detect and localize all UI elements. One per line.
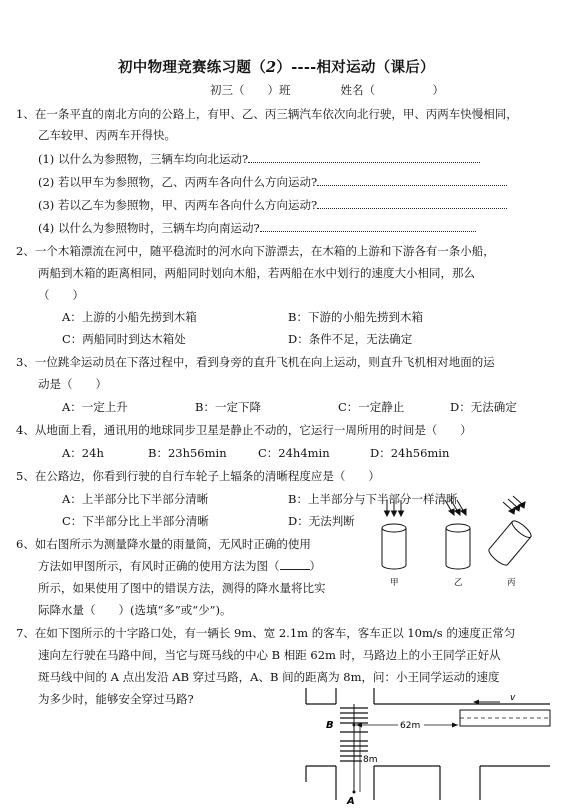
q1-sub1-answer-blank[interactable] xyxy=(248,152,480,163)
q3-option-d: D：无法确定 xyxy=(450,400,517,414)
gauge-jia-cylinder xyxy=(382,524,406,569)
q3-option-c: C：一定静止 xyxy=(338,400,405,414)
q6-line3: 所示，如果使用了图中的错误方法，测得的降水量将比实 xyxy=(38,581,326,595)
q6-line1: 6、如右图所示为测量降水量的雨量筒，无风时正确的使用 xyxy=(16,537,311,551)
q2-stem-line1: 2、一个木箱漂流在河中，随平稳流时的河水向下游漂去，在木箱的上游和下游各有一条小船， xyxy=(16,244,495,258)
rain-arrows-bing xyxy=(503,496,525,514)
q4-option-b: B：23h56min xyxy=(148,446,227,460)
rain-gauge-figure xyxy=(370,495,545,590)
q6-answer-blank[interactable] xyxy=(280,559,310,570)
q2-option-d: D：条件不足，无法确定 xyxy=(288,332,413,346)
intersection-figure xyxy=(300,680,560,806)
page-title: 初中物理竞赛练习题（2）----相对运动（课后） xyxy=(118,59,435,76)
class-name-line xyxy=(210,82,444,98)
rain-arrows-yi xyxy=(445,500,466,515)
q5-option-d: D：无法判断 xyxy=(288,514,355,528)
q1-sub1: (1) 以什么为参照物，三辆车均向北运动? xyxy=(38,151,480,167)
q2-option-c: C：两船同时到达木箱处 xyxy=(62,332,186,346)
q1-sub2: (2) 若以甲车为参照物，乙、丙两车各向什么方向运动? xyxy=(38,174,507,190)
q2-stem-line2: 两船到木箱的距离相同，两船同时划向木船，若两船在水中划行的速度大小相同，那么 xyxy=(38,266,475,280)
q5-option-c: C：下半部分比上半部分清晰 xyxy=(62,514,209,528)
q1-stem-line2: 乙车较甲、丙两车开得快。 xyxy=(38,128,176,142)
q7-line2: 速向左行驶在马路中间，当它与斑马线的中心 B 相距 62m 时，马路边上的小王同学正好从 xyxy=(38,648,501,662)
point-b-label: B xyxy=(326,720,334,731)
distance-62m-right-arrow xyxy=(452,723,458,728)
q4-option-a: A：24h xyxy=(62,446,104,460)
q6-line4: 际降水量（ ）(选填“多”或“少”)。 xyxy=(38,603,232,617)
q5-option-b: B：上半部分与下半部分一样清晰 xyxy=(288,492,458,506)
q3-option-a: A：一定上升 xyxy=(62,400,128,414)
point-b-dot xyxy=(353,724,356,727)
q1-sub4-answer-blank[interactable] xyxy=(260,221,476,232)
point-a-dot xyxy=(353,791,356,794)
q1-sub3-answer-blank[interactable] xyxy=(317,198,507,209)
q5-stem: 5、在公路边，你看到行驶的自行车轮子上辐条的清晰程度应是（ ） xyxy=(16,469,380,483)
class-label: 初三（ ）班 xyxy=(210,83,291,97)
q3-stem-line1: 3、一位跳伞运动员在下落过程中，看到身旁的直升飞机在向上运动，则直升飞机相对地面的运 xyxy=(16,355,495,369)
q2-option-b: B：下游的小船先捞到木箱 xyxy=(288,310,423,324)
velocity-label: v xyxy=(510,693,516,703)
gauge-bing-cylinder xyxy=(487,518,534,567)
q5-option-a: A：上半部分比下半部分清晰 xyxy=(62,492,209,506)
q6-line2: 方法如甲图所示，有风时正确的使用方法为图（ ） xyxy=(38,559,321,573)
gauge-yi-cylinder xyxy=(446,524,470,569)
q7-line3: 斑马线中间的 A 点出发沿 AB 穿过马路，A、B 间的距离为 8m，问：小王同学运动的速度 xyxy=(38,670,500,684)
q4-option-c: C：24h4min xyxy=(258,446,330,460)
road-edges xyxy=(306,688,550,800)
distance-62m-label: 62m xyxy=(400,721,421,731)
q4-stem: 4、从地面上看，通讯用的地球同步卫星是静止不动的，它运行一周所用的时间是（ ） xyxy=(16,423,472,437)
name-label: 姓名（ ） xyxy=(340,83,444,97)
q7-line1: 7、在如下图所示的十字路口处，有一辆长 9m、宽 2.1m 的客车，客车正以 10m/s 的速度正常匀 xyxy=(16,626,516,640)
q1-sub2-answer-blank[interactable] xyxy=(317,175,507,186)
q2-stem-line3: （ ） xyxy=(38,288,84,302)
rain-arrows-jia xyxy=(385,500,404,516)
q7-line4: 为多少时，能够安全穿过马路? xyxy=(38,692,194,706)
q4-option-d: D：24h56min xyxy=(370,446,450,460)
q2-option-a: A：上游的小船先捞到木箱 xyxy=(62,310,197,324)
fig-label-yi: 乙 xyxy=(454,578,463,588)
fig-label-jia: 甲 xyxy=(390,578,399,588)
q3-stem-line2: 动是（ ） xyxy=(38,377,107,391)
q1-sub4: (4) 以什么为参照物时，三辆车均向南运动? xyxy=(38,220,476,236)
point-a-label: A xyxy=(347,796,355,806)
fig-label-bing: 丙 xyxy=(507,578,516,588)
q1-sub3: (3) 若以乙车为参照物，甲、丙两车各向什么方向运动? xyxy=(38,197,507,213)
q3-option-b: B：一定下降 xyxy=(195,400,261,414)
distance-8m-label: 8m xyxy=(363,755,378,765)
q1-stem-line1: 1、在一条平直的南北方向的公路上，有甲、乙、丙三辆汽车依次向北行驶，甲、丙两车快慢相同， xyxy=(16,107,518,121)
